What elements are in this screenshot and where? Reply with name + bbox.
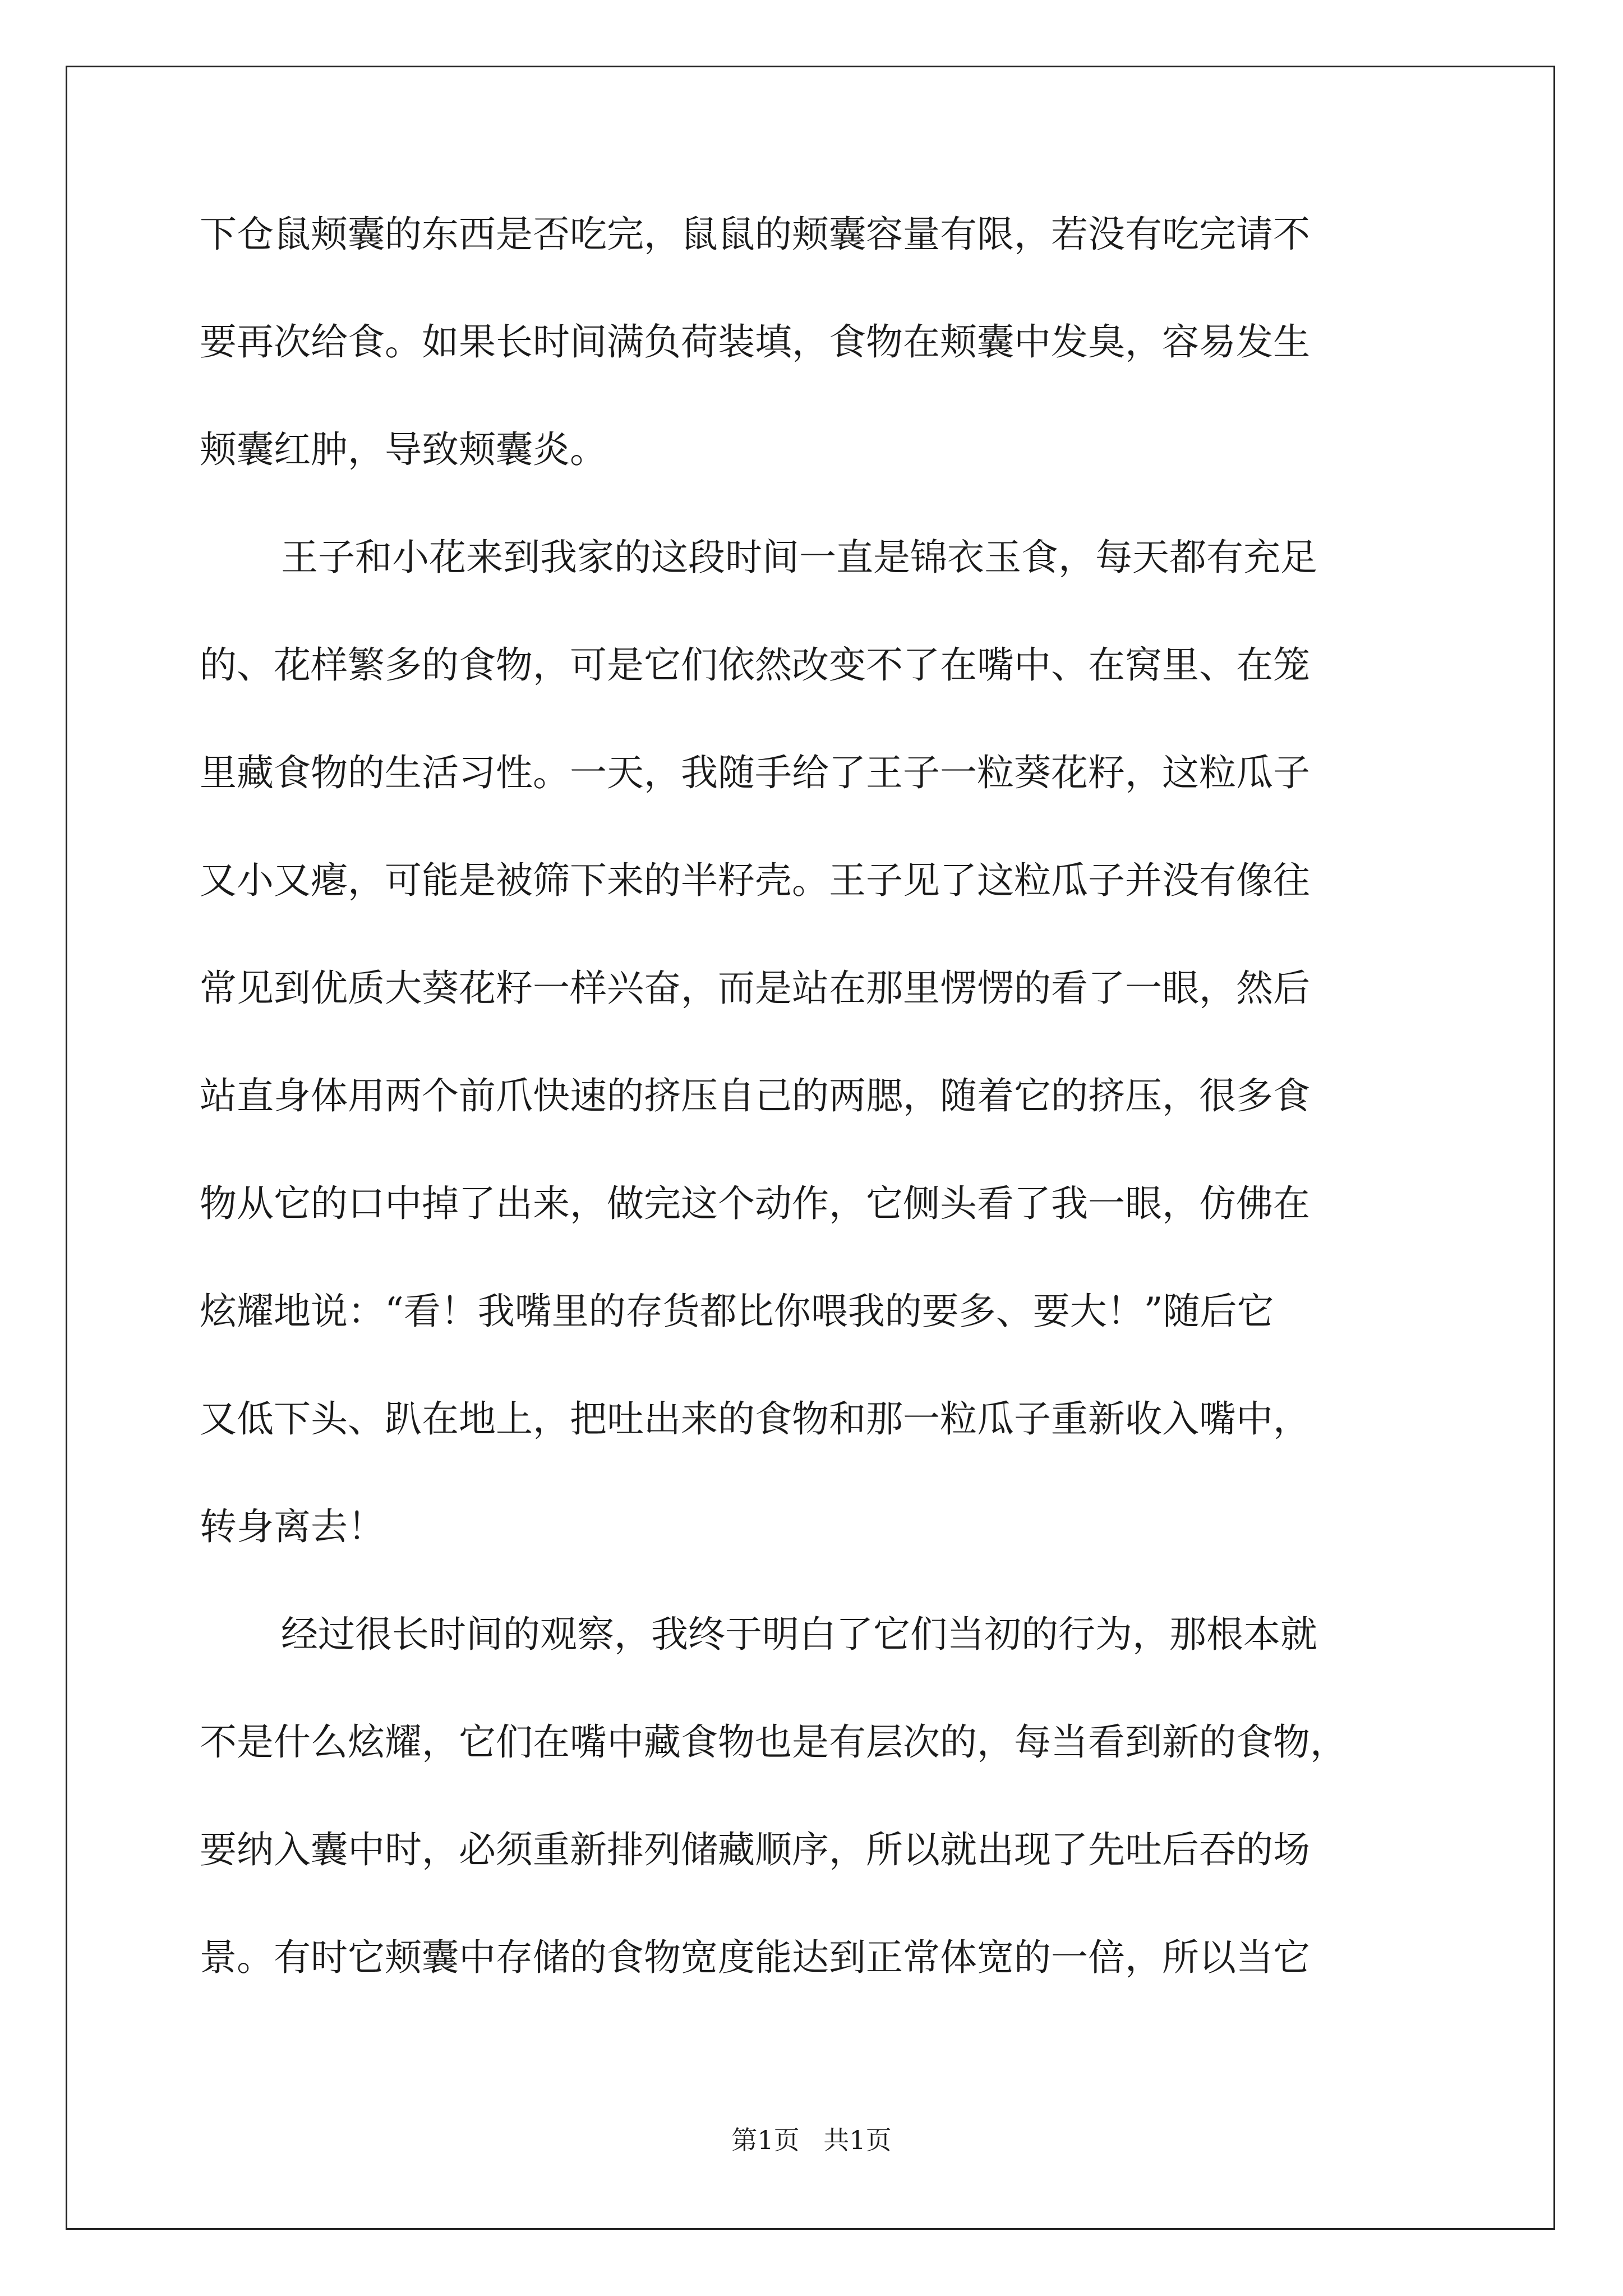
page-total: 共1页 <box>823 2125 892 2155</box>
text-line: 常见到优质大葵花籽一样兴奋，而是站在那里愣愣的看了一眼，然后 <box>200 967 1310 1010</box>
page-number: 第1页 <box>731 2125 800 2155</box>
page-footer <box>0 2123 1623 2157</box>
text-line: 里藏食物的生活习性。一天，我随手给了王子一粒葵花籽，这粒瓜子 <box>200 751 1310 794</box>
document-body <box>200 208 1433 2039</box>
text-line: 的、花样繁多的食物，可是它们依然改变不了在嘴中、在窝里、在笼 <box>200 643 1310 687</box>
text-line: 炫耀地说：“看！我嘴里的存货都比你喂我的要多、要大！”随后它 <box>200 1290 1274 1333</box>
text-line: 物从它的口中掉了出来，做完这个动作，它侧头看了我一眼，仿佛在 <box>200 1182 1310 1225</box>
text-line: 景。有时它颊囊中存储的食物宽度能达到正常体宽的一倍，所以当它 <box>200 1936 1310 1979</box>
text-line: 经过很长时间的观察，我终于明白了它们当初的行为，那根本就 <box>281 1613 1317 1656</box>
text-line: 又小又瘪，可能是被筛下来的半籽壳。王子见了这粒瓜子并没有像往 <box>200 859 1310 902</box>
text-line: 不是什么炫耀，它们在嘴中藏食物也是有层次的，每当看到新的食物， <box>200 1720 1347 1764</box>
text-line: 站直身体用两个前爪快速的挤压自己的两腮，随着它的挤压，很多食 <box>200 1074 1310 1117</box>
text-line: 要纳入囊中时，必须重新排列储藏顺序，所以就出现了先吐后吞的场 <box>200 1828 1310 1871</box>
text-line: 又低下头、趴在地上，把吐出来的食物和那一粒瓜子重新收入嘴中， <box>200 1397 1310 1441</box>
text-line: 下仓鼠颊囊的东西是否吃完，鼠鼠的颊囊容量有限，若没有吃完请不 <box>200 213 1310 256</box>
text-line: 转身离去！ <box>200 1505 385 1548</box>
text-line: 王子和小花来到我家的这段时间一直是锦衣玉食，每天都有充足 <box>281 536 1317 579</box>
text-line: 要再次给食。如果长时间满负荷装填，食物在颊囊中发臭，容易发生 <box>200 320 1310 364</box>
text-line: 颊囊红肿，导致颊囊炎。 <box>200 428 607 471</box>
